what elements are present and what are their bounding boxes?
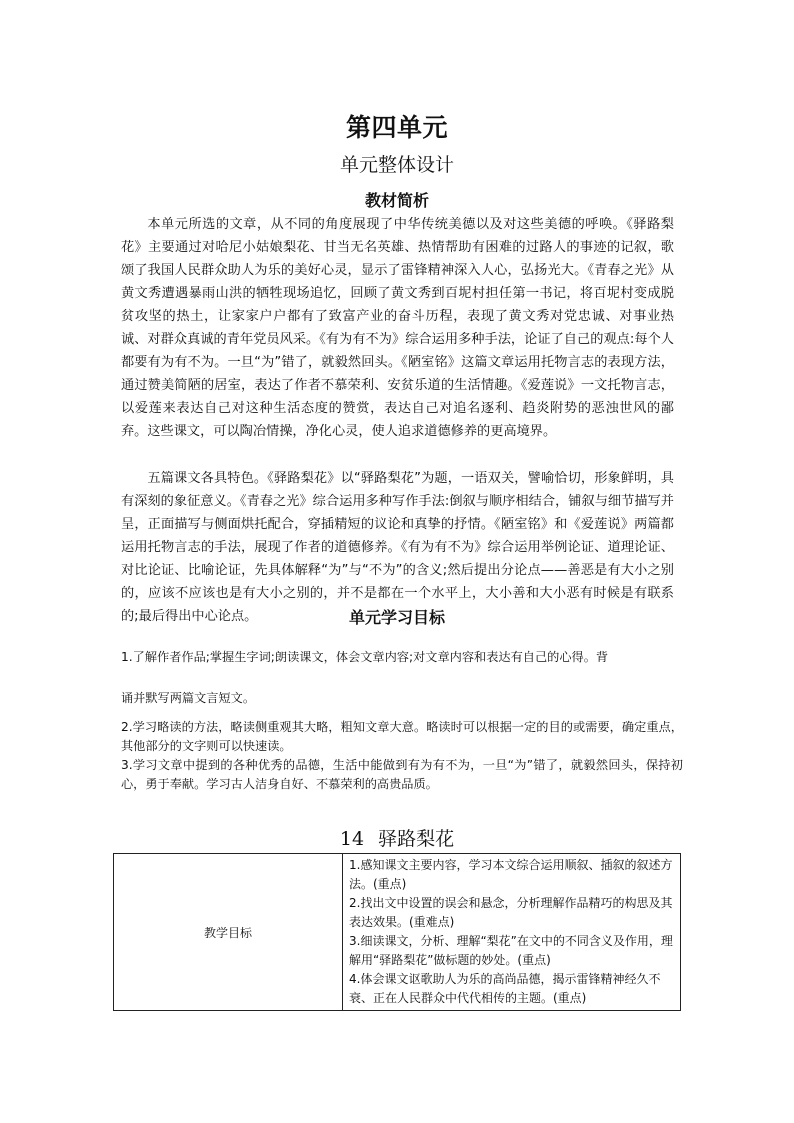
learning-goal-1: 1.了解作者作品;掌握生字词;朗读课文，体会文章内容;对文章内容和表达有自己的心得。背 (121, 650, 609, 664)
lesson-number: 14 (339, 828, 365, 850)
learning-goals-heading: 单元学习目标 (348, 608, 445, 627)
teaching-objectives-table (113, 853, 681, 1011)
lesson-name: 驿路梨花 (378, 828, 455, 850)
analysis-paragraph-2: 五篇课文各具特色。《驿路梨花》以“驿路梨花”为题，一语双关，譬喻恰切，形象鲜明，具有深刻的象征意义。《青春之光》综合运用多种写作手法:倒叙与顺序相结合，铺叙与细节描写并呈，正面描写与侧面烘托配合，穿插精短的议论和真挚的抒情。《陋室铭》和《爱莲说》两篇都运用托物言志的手法，展现了作者的道德修养。《有为有不为》综合运用举例论证、道理论证、对比论证、比喻论证，先具体解释“为”与“不为”的含义;然后提出分论点——善恶是有大小之别的，应该不应该也是有大小之别的，并不是都在一个水平上，大小善和大小恶有时候是有联系的;最后得出中心论点。 (121, 471, 674, 624)
textbook-analysis-heading: 教材简析 (364, 191, 429, 210)
learning-goal-1-continued: 诵并默写两篇文言短文。 (121, 691, 256, 705)
objective-item-2: 2.找出文中设置的误会和悬念，分析理解作品精巧的构思及其表达效果。(重难点) (349, 896, 673, 929)
analysis-paragraph-1: 本单元所选的文章，从不同的角度展现了中华传统美德以及对这些美德的呼唤。《驿路梨花》主要通过对哈尼小姑娘梨花、甘当无名英雄、热情帮助有困难的过路人的事迹的记叙，歌颂了我国人民群众助人为乐的美好心灵，显示了雷锋精神深入人心，弘扬光大。《青春之光》从黄文秀遭遇暴雨山洪的牺牲现场追忆，回顾了黄文秀到百坭村担任第一书记，将百坭村变成脱贫攻坚的热土，让家家户户都有了致富产业的奋斗历程，表现了黄文秀对党忠诚、对事业热诚、对群众真诚的青年党员风采。《有为有不为》综合运用多种手法，论证了自己的观点:每个人都要有为有不为。一旦“为”错了，就毅然回头。《陋室铭》这篇文章运用托物言志的表现方法，通过赞美简陋的居室，表达了作者不慕荣利、安贫乐道的生活情趣。《爱莲说》一文托物言志，以爱莲来表达自己对这种生活态度的赞赏，表达自己对追名逐利、趋炎附势的恶浊世风的鄙弃。这些课文，可以陶冶情操，净化心灵，使人追求道德修养的更高境界。 (121, 217, 674, 439)
objective-item-1: 1.感知课文主要内容，学习本文综合运用顺叙、插叙的叙述方法。(重点) (349, 858, 673, 891)
unit-subtitle: 单元整体设计 (339, 154, 454, 176)
objective-item-4: 4.体会课文讴歌助人为乐的高尚品德，揭示雷锋精神经久不衰、正在人民群众中代代相传的主题。(重点) (349, 972, 661, 1005)
learning-goal-3: 3.学习文章中提到的各种优秀的品德，生活中能做到有为有不为，一旦“为”错了，就毅然回头，保持初心，勇于奉献。学习古人洁身自好、不慕荣利的高贵品质。 (121, 758, 683, 791)
lesson-title (0, 824, 794, 851)
table-row (114, 854, 681, 1011)
teaching-objectives-content (343, 854, 681, 1011)
unit-title: 第四单元 (345, 113, 448, 142)
learning-goal-2: 2.学习略读的方法，略读侧重观其大略，粗知文章大意。略读时可以根据一定的目的或需要，确定重点，其他部分的文字则可以快速读。 (121, 720, 683, 753)
objective-item-3: 3.细读课文，分析、理解“梨花”在文中的不同含义及作用，理解用“驿路梨花”做标题的妙处。(重点) (349, 934, 673, 967)
teaching-objectives-label: 教学目标 (114, 854, 343, 1011)
